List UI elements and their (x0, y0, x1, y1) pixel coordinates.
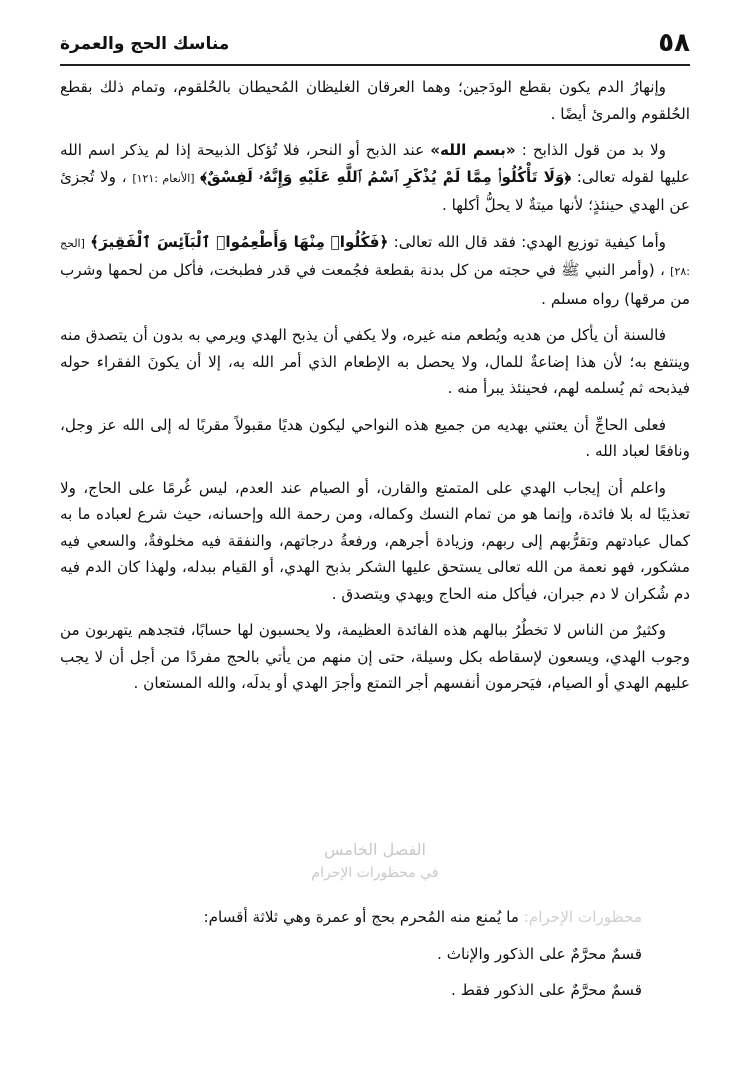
quran-verse-anam: ﴿وَلَا تَأْكُلُوا۟ مِمَّا لَمْ يُذْكَرِ ٱسْمُ ٱللَّهِ عَلَيْهِ وَإِنَّهُۥ لَفِسْقٌ﴾ (200, 167, 572, 186)
list-item: قسمٌ محرَّمٌ على الذكور فقط . (451, 981, 642, 999)
paragraph-7-text: وكثيرٌ من الناس لا تخطُرُ ببالهم هذه الفائدة العظيمة، ولا يحسبون لها حسابًا، فتجدهم يتهربون من وجوب الهدي، ويسعون لإسقاطه بكل وسيلة، حتى إن منهم من يأتي بالحج مفردًا من أجل أن لا يجب عليهم الهدي أو الصيام، فيَحرمون أنفسهم أجر التمتع وأجرَ الهدي أو بدلَه، والله المستعان . (60, 621, 690, 692)
paragraph-1 (60, 74, 690, 127)
paragraph-3-part-b: ، (وأمر النبي ﷺ في حجته من كل بدنة بقطعة فجُمعت في قدر فطبخت، فأكل من لحمها وشرب من مرقها) رواه مسلم . (60, 261, 690, 308)
paragraph-2-part-b: عند الذبح أو النحر، فلا تُؤكل الذبيحة إذا لم يذكر اسم الله عليها لقوله تعالى: (60, 141, 690, 186)
paragraph-5-text: فعلى الحاجِّ أن يعتني بهديه من جميع هذه النواحي ليكون هديًا مقبولاً مقربًا له إلى الله عز وجل، ونافعًا لعباد الله . (60, 415, 690, 460)
paragraph-4 (60, 322, 690, 402)
section-intro (60, 904, 642, 931)
verse-reference-anam: [الأنعام :١٢١] (132, 171, 195, 185)
list-item: قسمٌ محرَّمٌ على الذكور والإناث . (437, 944, 642, 963)
chapter-subtitle: في محظورات الإحرام (311, 865, 439, 881)
running-title: مناسك الحج والعمرة (60, 34, 230, 54)
basmala-quote: «بسم الله» (430, 141, 516, 159)
header-rule (60, 64, 690, 66)
paragraph-5 (60, 412, 690, 465)
paragraph-1-text: وإنهارُ الدم يكون بقطع الودَجين؛ وهما العرقان الغليظان المُحيطان بالحُلقوم، وتمام ذلك بقطع الحُلقوم والمرئ أيضًا . (60, 78, 690, 123)
paragraph-3-part-a: وأما كيفية توزيع الهدي: فقد قال الله تعالى: (388, 232, 666, 251)
chapter-title: الفصل الخامس (324, 840, 426, 859)
paragraph-2-part-a: ولا بد من قول الذابح : (515, 141, 666, 159)
paragraph-6 (60, 475, 690, 608)
chapter-heading (0, 838, 750, 884)
paragraph-2-part-c: ، ولا تُجزئ عن الهدي حينئذٍ؛ لأنها ميتةٌ لا يحلُّ أكلها . (60, 167, 690, 214)
page-number: ٥٨ (658, 28, 690, 58)
paragraph-7 (60, 617, 690, 697)
paragraph-2 (60, 137, 690, 219)
paragraph-6-text: واعلم أن إيجاب الهدي على المتمتع والقارن، أو الصيام عند العدم، ليس غُرمًا على الحاج، ولا تعذيبًا له بلا فائدة، وإنما هو من تمام النسك وكماله، ومن رحمة الله وإحسانه، حيث شرع لعباده ما به كمال عبادتهم وتقرُّبهم إلى ربهم، وزيادة أجرهم، ورفعةُ درجاتهم، والنفقة فيه مخلوفةٌ، والسعي فيه مشكور، فهو نعمة من الله تعالى يستحق عليها الشكر بذبح الهدي، أو القيام ببدله، ولهذا كان الدم فيه دم شُكران لا دم جبران، فيأكل منه الحاج ويهدي ويتصدق . (60, 478, 690, 603)
verse-reference-hajj: [الحج :٢٨] (60, 236, 690, 278)
page-header (60, 28, 690, 58)
quran-verse-hajj: ﴿فَكُلُوا۟ مِنْهَا وَأَطْعِمُوا۟ ٱلْبَآئِسَ ٱلْفَقِيرَ﴾ (90, 232, 389, 251)
section-lead-term: محظورات الإحرام: (523, 908, 642, 926)
page-body (60, 74, 690, 707)
paragraph-3 (60, 229, 690, 313)
section-prohibitions (60, 904, 642, 1014)
section-intro-text: ما يُمنع منه المُحرم بحج أو عمرة وهي ثلاثة أقسام: (203, 908, 524, 926)
paragraph-4-text: فالسنة أن يأكل من هديه ويُطعم منه غيره، ولا يكفي أن يذبح الهدي ويرمي به بدون أن يتصدق منه وينتفع به؛ لأن هذا إضاعةٌ للمال، ولا يحصل به الإطعام الذي أمر الله به، إلا أن يكونَ الفقراء حوله فيذبحه ثم يُسلمه لهم، فحينئذ يبرأ منه . (60, 326, 690, 397)
